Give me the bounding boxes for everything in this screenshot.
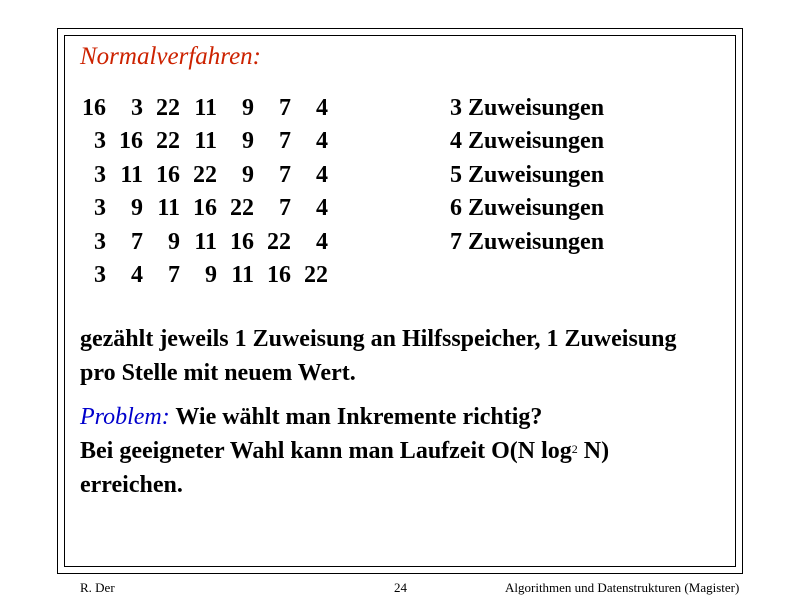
footer-course: Algorithmen und Datenstrukturen (Magister) [505, 580, 740, 595]
matrix-cell: 3 [94, 228, 106, 255]
matrix-cell: 11 [120, 161, 143, 188]
matrix-cell: 4 [316, 161, 328, 188]
matrix-cell: 9 [242, 128, 254, 155]
matrix-cell: 4 [316, 128, 328, 155]
matrix-cell: 22 [156, 95, 180, 121]
matrix-cell: 11 [157, 195, 180, 222]
assignment-count: 5 Zuweisungen [450, 161, 605, 188]
matrix-cell: 7 [279, 195, 291, 222]
matrix-cell: 11 [194, 95, 217, 121]
matrix-cell: 16 [156, 161, 180, 188]
footer-page-number: 24 [394, 580, 407, 595]
problem-paragraph [80, 400, 609, 502]
matrix-cell: 16 [82, 95, 106, 121]
matrix-cell: 11 [194, 228, 217, 255]
matrix-cell: 9 [242, 161, 254, 188]
matrix-cell: 9 [131, 195, 143, 222]
problem-label: Problem: [80, 404, 170, 430]
matrix-cell: 3 [131, 95, 143, 121]
counting-note-line: pro Stelle mit neuem Wert. [80, 360, 356, 386]
footer-author: R. Der [80, 580, 115, 595]
matrix-cell: 3 [94, 262, 106, 289]
matrix-row [80, 159, 328, 192]
matrix-cell: 16 [193, 195, 217, 222]
sequence-matrix [80, 92, 328, 292]
matrix-cell: 11 [231, 262, 254, 289]
runtime-text-end: N) [577, 438, 610, 464]
matrix-row [80, 125, 328, 158]
matrix-cell: 4 [316, 95, 328, 121]
slide-heading: Normalverfahren: [80, 43, 261, 70]
assignment-count: 4 Zuweisungen [450, 128, 605, 155]
matrix-row [80, 92, 328, 125]
matrix-cell: 7 [131, 228, 143, 255]
matrix-cell: 7 [279, 95, 291, 121]
matrix-row [80, 226, 328, 259]
matrix-cell: 4 [131, 262, 143, 289]
matrix-cell: 9 [242, 95, 254, 121]
counting-note [80, 322, 677, 390]
matrix-cell: 11 [194, 128, 217, 155]
matrix-cell: 7 [279, 128, 291, 155]
matrix-cell: 16 [119, 128, 143, 155]
matrix-cell: 7 [168, 262, 180, 289]
runtime-text-line3: erreichen. [80, 472, 183, 498]
runtime-text: Bei geeigneter Wahl kann man Laufzeit O(N log [80, 438, 572, 464]
matrix-row [80, 192, 328, 225]
assignment-count: 6 Zuweisungen [450, 195, 605, 222]
matrix-cell: 9 [168, 228, 180, 255]
matrix-cell: 3 [94, 161, 106, 188]
matrix-cell: 3 [94, 128, 106, 155]
runtime-exponent: 2 [571, 442, 578, 456]
matrix-cell: 22 [267, 228, 291, 255]
matrix-cell: 3 [94, 195, 106, 222]
matrix-cell: 22 [193, 161, 217, 188]
matrix-cell: 22 [230, 195, 254, 222]
matrix-cell: 22 [156, 128, 180, 155]
matrix-cell: 4 [316, 228, 328, 255]
matrix-cell: 16 [267, 262, 291, 289]
problem-question: Wie wählt man Inkremente richtig? [169, 404, 543, 430]
matrix-cell: 4 [316, 195, 328, 222]
counting-note-line: gezählt jeweils 1 Zuweisung an Hilfsspeicher, 1 Zuweisung [80, 326, 677, 352]
matrix-cell: 7 [279, 161, 291, 188]
assignment-count-list [450, 92, 604, 259]
matrix-cell: 9 [205, 262, 217, 289]
assignment-count: 7 Zuweisungen [450, 228, 605, 255]
matrix-row [80, 259, 328, 292]
assignment-count: 3 Zuweisungen [450, 95, 605, 121]
matrix-cell: 22 [304, 262, 328, 289]
matrix-cell: 16 [230, 228, 254, 255]
